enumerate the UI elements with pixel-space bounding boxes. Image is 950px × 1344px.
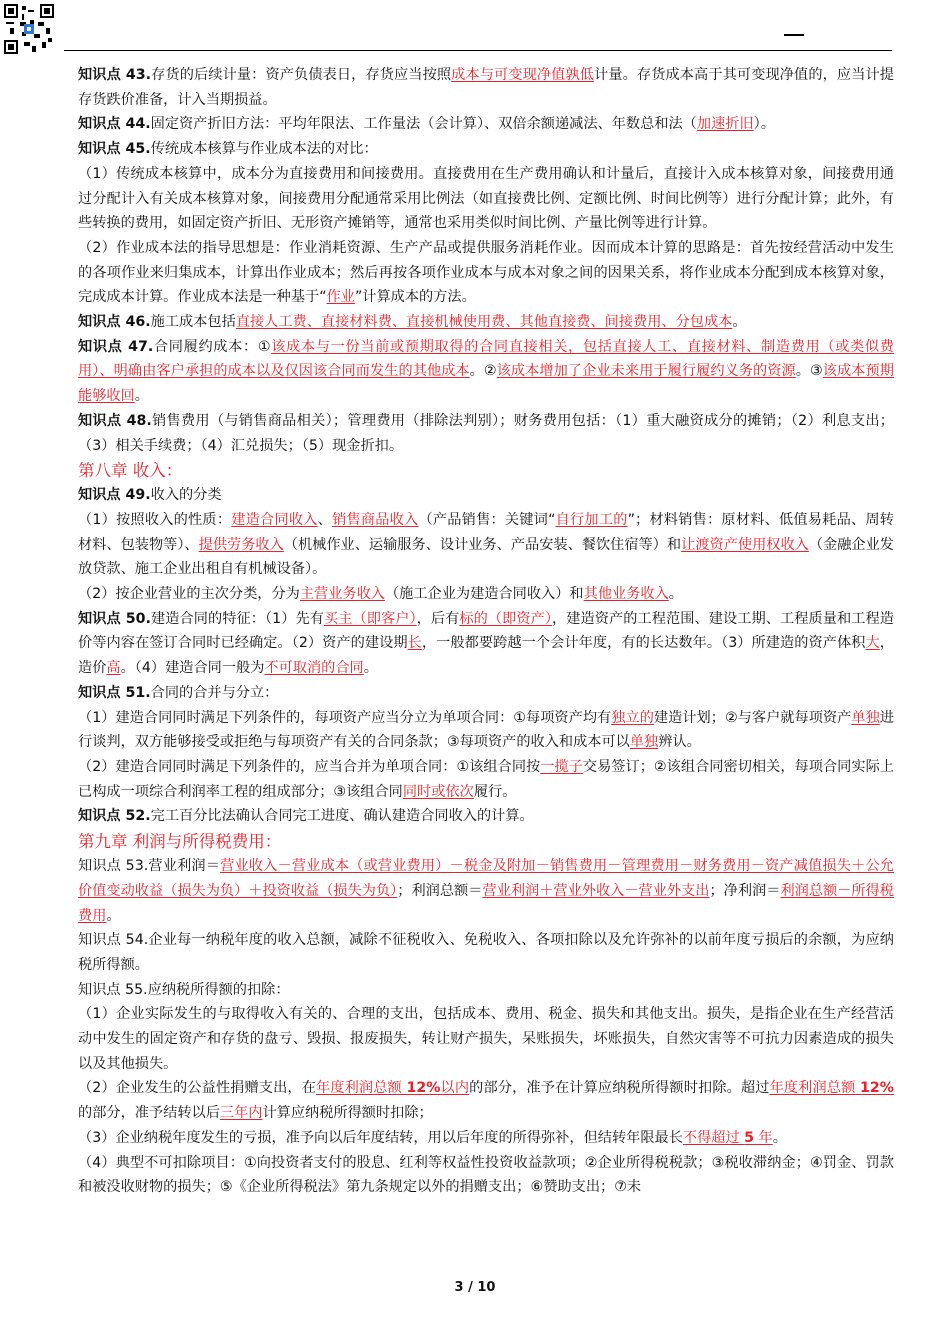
knowledge-point-55: 知识点 55.应纳税所得额的扣除： (78, 981, 290, 998)
knowledge-point-46: 知识点 46.施工成本包括直接人工费、直接材料费、直接机械使用费、其他直接费、间接费用、分包成本。 (78, 314, 747, 331)
header-rule (64, 50, 892, 51)
page-number: 3 / 10 (454, 1280, 496, 1295)
chapter-9-heading: 第九章 利润与所得税费用： (78, 832, 282, 852)
kp55-para-1: （1）企业实际发生的与取得收入有关的、合理的支出，包括成本、费用、税金、损失和其他支出。损失，是指企业在生产经营活动中发生的固定资产和存货的盘亏、毁损、报废损失，转让财产损失，呆账损失，坏账损失，自然灾害等不可抗力因素造成的损失以及其他损失。 (78, 1006, 894, 1072)
knowledge-point-45: 知识点 45.传统成本核算与作业成本法的对比： (78, 141, 378, 158)
knowledge-point-54: 知识点 54.企业每一纳税年度的收入总额，减除不征税收入、免税收入、各项扣除以及允许弥补的以前年度亏损后的余额，为应纳税所得额。 (78, 932, 894, 973)
kp45-para-2: （2）作业成本法的指导思想是：作业消耗资源、生产产品或提供服务消耗作业。因而成本计算的思路是：首先按经营活动中发生的各项作业来归集成本，计算出作业成本；然后再按各项作业成本与成本对象之间的因果关系，将作业成本分配到成本核算对象，完成成本计算。作业成本法是一种基于“作业”计算成本的方法。 (78, 239, 894, 306)
header-dash (784, 34, 804, 36)
knowledge-point-48: 知识点 48.销售费用（与销售商品相关）；管理费用（排除法判别）；财务费用包括：（1）重大融资成分的摊销；（2）利息支出；（3）相关手续费；（4）汇兑损失；（5）现金折扣。 (78, 412, 894, 454)
knowledge-point-50: 知识点 50.建造合同的特征：（1）先有买主（即客户），后有标的（即资产），建造资产的工程范围、建设工期、工程质量和工程造价等内容在签订合同时已经确定。（2）资产的建设期长，一般都要跨越一个会计年度，有的长达数年。（3）所建造的资产体积大，造价高。（4）建造合同一般为不可取消的合同。 (78, 610, 894, 677)
kp51-para-1: （1）建造合同同时满足下列条件的，每项资产应当分立为单项合同：①每项资产均有独立的建造计划；②与客户就每项资产单独进行谈判，双方能够接受或拒绝与每项资产有关的合同条款；③每项资产的收入和成本可以单独辨认。 (78, 709, 894, 751)
kp55-para-4: （4）典型不可扣除项目：①向投资者支付的股息、红利等权益性投资收益款项；②企业所得税税款；③税收滞纳金；④罚金、罚款和被没收财物的损失；⑤《企业所得税法》第九条规定以外的捐赠支出；⑥赞助支出；⑦未 (78, 1154, 894, 1196)
knowledge-point-43: 知识点 43.存货的后续计量：资产负债表日，存货应当按照成本与可变现净值孰低计量。存货成本高于其可变现净值的，应当计提存货跌价准备，计入当期损益。 (78, 67, 894, 108)
kp45-para-1: （1）传统成本核算中，成本分为直接费用和间接费用。直接费用在生产费用确认和计量后，直接计入成本核算对象，间接费用通过分配计入有关成本核算对象，间接费用分配通常采用比例法（如直接费比例、定额比例、时间比例等）进行分配计算；此外，有些转换的费用，如固定资产折旧、无形资产摊销等，通常也采用类似时间比例、产量比例等进行计算。 (78, 165, 894, 232)
qr-code (4, 4, 54, 54)
kp49-para-2: （2）按企业营业的主次分类，分为主营业务收入（施工企业为建造合同收入）和其他业务收入。 (78, 586, 683, 603)
knowledge-point-52: 知识点 52.完工百分比法确认合同完工进度、确认建造合同收入的计算。 (78, 808, 534, 825)
knowledge-point-44: 知识点 44.固定资产折旧方法：平均年限法、工作量法（会计算）、双倍余额递减法、年数总和法（加速折旧）。 (78, 116, 775, 133)
knowledge-point-53: 知识点 53.营业利润＝营业收入－营业成本（或营业费用）－税金及附加－销售费用－管理费用－财务费用－资产减值损失＋公允价值变动收益（损失为负）＋投资收益（损失为负）；利润总额＝营业利润＋营业外收入－营业外支出；净利润＝利润总额－所得税费用。 (78, 858, 894, 924)
knowledge-point-49: 知识点 49.收入的分类 (78, 487, 222, 504)
chapter-8-heading: 第八章 收入： (78, 461, 183, 481)
kp55-para-2: （2）企业发生的公益性捐赠支出，在年度利润总额 12%以内的部分，准予在计算应纳税所得额时扣除。超过年度利润总额 12%的部分，准予结转以后三年内计算应纳税所得额时扣除； (78, 1080, 894, 1122)
page-body (78, 63, 894, 1200)
kp55-para-3: （3）企业纳税年度发生的亏损，准予向以后年度结转，用以后年度的所得弥补，但结转年限最长不得超过 5 年。 (78, 1129, 787, 1146)
kp51-para-2: （2）建造合同同时满足下列条件的，应当合并为单项合同：①该组合同按一揽子交易签订；②该组合同密切相关，每项合同实际上已构成一项综合利润率工程的组成部分；③该组合同同时或依次履行。 (78, 758, 894, 800)
knowledge-point-47: 知识点 47.合同履约成本：①该成本与一份当前或预期取得的合同直接相关，包括直接人工、直接材料、制造费用（或类似费用）、明确由客户承担的成本以及仅因该合同而发生的其他成本。②该成本增加了企业未来用于履行履约义务的资源。③该成本预期能够收回。 (78, 338, 894, 405)
knowledge-point-51: 知识点 51.合同的合并与分立： (78, 684, 279, 701)
kp49-para-1: （1）按照收入的性质：建造合同收入、销售商品收入（产品销售：关键词“自行加工的”；材料销售：原材料、低值易耗品、周转材料、包装物等）、提供劳务收入（机械作业、运输服务、设计业务、产品安装、餐饮住宿等）和让渡资产使用权收入（金融企业发放贷款、施工企业出租自有机械设备）。 (78, 511, 894, 578)
